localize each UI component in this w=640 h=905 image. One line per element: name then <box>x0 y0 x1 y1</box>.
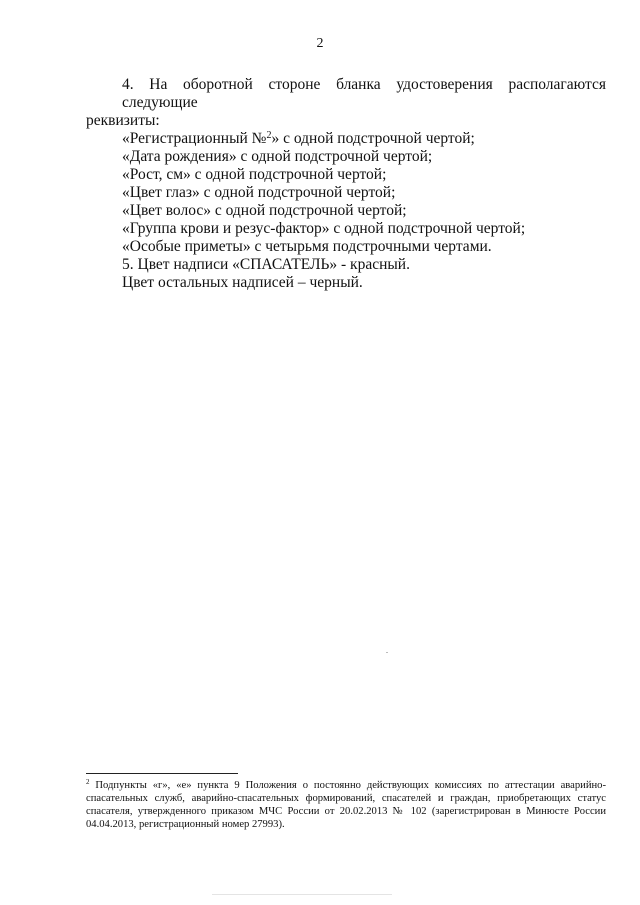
list-item-special-marks: «Особые приметы» с четырьмя подстрочными чертами. <box>122 238 492 255</box>
paragraph-5: 5. Цвет надписи «СПАСАТЕЛЬ» - красный. <box>122 256 410 273</box>
list-item-hair-color: «Цвет волос» с одной подстрочной чертой; <box>122 202 407 219</box>
body-text <box>86 76 606 292</box>
paragraph-other-color: Цвет остальных надписей – черный. <box>122 274 363 291</box>
footnote-reference: 2 <box>266 130 272 141</box>
footnote-text: Подпункты «г», «е» пункта 9 Положения о постоянно действующих комиссиях по аттестации аварийно-спасательных служб, аварийно-спасательных формирований, спасателей и граждан, приобретающих статус спасателя, утвержденного приказом МЧС России от 20.02.2013 № 102 (зарегистрирован в Минюсте России 04.04.2013, регистрационный номер 27993). <box>86 780 606 830</box>
list-item-text: » с одной подстрочной чертой; <box>271 130 475 147</box>
list-item-birth-date: «Дата рождения» с одной подстрочной чертой; <box>122 148 433 165</box>
list-item-eye-color: «Цвет глаз» с одной подстрочной чертой; <box>122 184 396 201</box>
list-item-height: «Рост, см» с одной подстрочной чертой; <box>122 166 387 183</box>
paragraph-4-second-line: реквизиты: <box>86 112 160 129</box>
scan-edge-artifact <box>212 894 392 895</box>
list-item-blood-type: «Группа крови и резус-фактор» с одной подстрочной чертой; <box>122 220 526 237</box>
list-item-text: «Регистрационный № <box>122 130 267 147</box>
footnote-marker: 2 <box>86 778 90 786</box>
footnote <box>86 779 606 831</box>
page-number: 2 <box>316 36 324 51</box>
list-item-registration-number <box>86 130 606 148</box>
footnote-separator <box>86 773 238 774</box>
scan-speck <box>386 652 388 653</box>
paragraph-4-first-line: 4. На оборотной стороне бланка удостоверения располагаются следующие <box>122 76 606 111</box>
